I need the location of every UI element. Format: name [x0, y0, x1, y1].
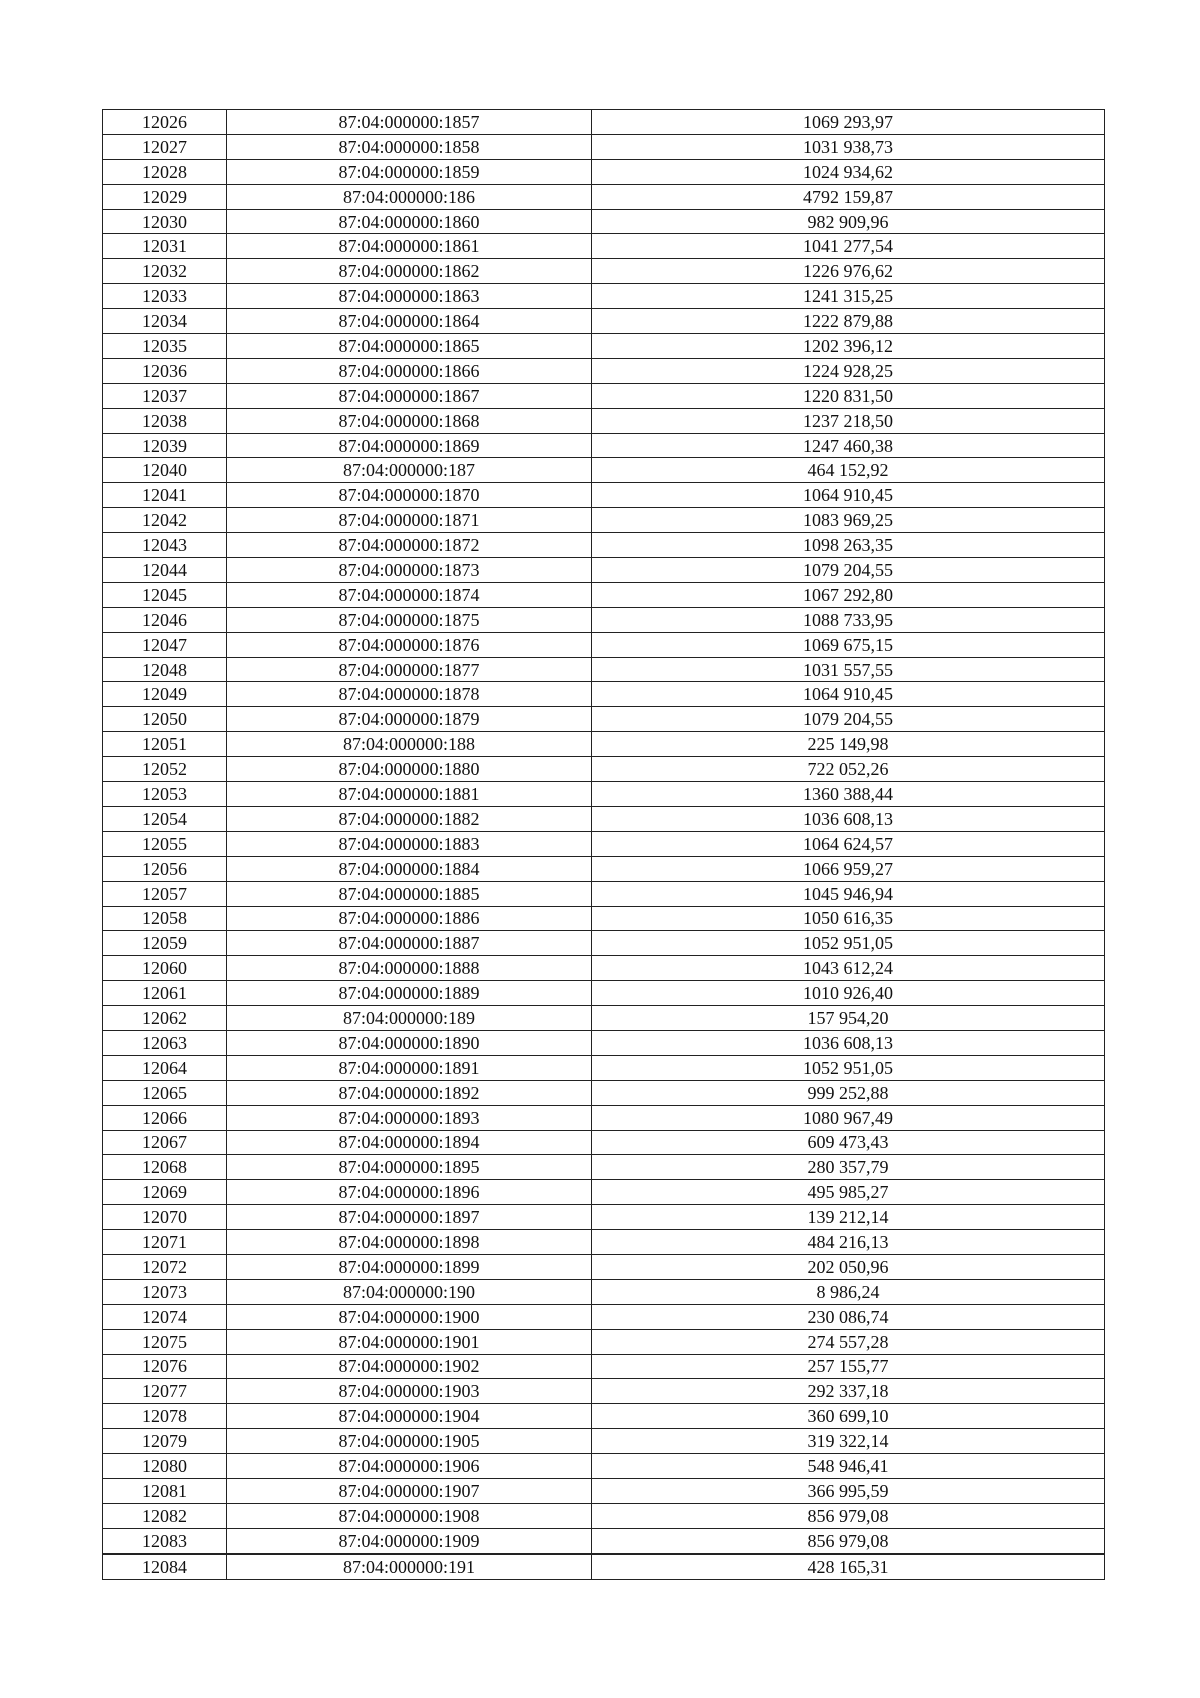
cadastral-number-cell: 87:04:000000:1865 — [227, 334, 592, 359]
row-number-cell: 12035 — [103, 334, 227, 359]
table-row — [103, 757, 1105, 782]
cadastral-value-cell: 1098 263,35 — [592, 533, 1105, 558]
table-row — [103, 1304, 1105, 1329]
cadastral-number-cell: 87:04:000000:1873 — [227, 558, 592, 583]
row-number-cell: 12051 — [103, 732, 227, 757]
table-row — [103, 358, 1105, 383]
table-row — [103, 134, 1105, 159]
cadastral-value-cell: 1360 388,44 — [592, 782, 1105, 807]
row-number-cell: 12031 — [103, 234, 227, 259]
cadastral-number-cell: 87:04:000000:1897 — [227, 1205, 592, 1230]
table-row — [103, 806, 1105, 831]
table-row — [103, 1554, 1105, 1579]
row-number-cell: 12059 — [103, 931, 227, 956]
cadastral-number-cell: 87:04:000000:1902 — [227, 1354, 592, 1379]
table-row — [103, 1230, 1105, 1255]
cadastral-number-cell: 87:04:000000:188 — [227, 732, 592, 757]
cadastral-value-cell: 280 357,79 — [592, 1155, 1105, 1180]
row-number-cell: 12048 — [103, 657, 227, 682]
row-number-cell: 12062 — [103, 1006, 227, 1031]
table-row — [103, 1155, 1105, 1180]
cadastral-number-cell: 87:04:000000:1858 — [227, 134, 592, 159]
table-row — [103, 582, 1105, 607]
cadastral-value-cell: 1088 733,95 — [592, 607, 1105, 632]
cadastral-number-cell: 87:04:000000:1863 — [227, 284, 592, 309]
cadastral-value-cell: 366 995,59 — [592, 1478, 1105, 1503]
cadastral-number-cell: 87:04:000000:1861 — [227, 234, 592, 259]
row-number-cell: 12037 — [103, 383, 227, 408]
cadastral-value-cell: 1064 624,57 — [592, 831, 1105, 856]
cadastral-number-cell: 87:04:000000:1859 — [227, 159, 592, 184]
row-number-cell: 12075 — [103, 1329, 227, 1354]
row-number-cell: 12033 — [103, 284, 227, 309]
row-number-cell: 12057 — [103, 881, 227, 906]
row-number-cell: 12079 — [103, 1429, 227, 1454]
table-row — [103, 1080, 1105, 1105]
cadastral-value-cell: 1079 204,55 — [592, 558, 1105, 583]
cadastral-number-cell: 87:04:000000:186 — [227, 184, 592, 209]
cadastral-value-cell: 1031 938,73 — [592, 134, 1105, 159]
row-number-cell: 12038 — [103, 408, 227, 433]
row-number-cell: 12039 — [103, 433, 227, 458]
cadastral-value-cell: 999 252,88 — [592, 1080, 1105, 1105]
row-number-cell: 12043 — [103, 533, 227, 558]
cadastral-number-cell: 87:04:000000:1896 — [227, 1180, 592, 1205]
table-row — [103, 1404, 1105, 1429]
cadastral-value-cell: 464 152,92 — [592, 458, 1105, 483]
cadastral-value-cell: 1031 557,55 — [592, 657, 1105, 682]
table-row — [103, 334, 1105, 359]
cadastral-value-cell: 360 699,10 — [592, 1404, 1105, 1429]
table-row — [103, 1205, 1105, 1230]
table-row — [103, 732, 1105, 757]
table-row — [103, 657, 1105, 682]
table-row — [103, 607, 1105, 632]
cadastral-value-cell: 1224 928,25 — [592, 358, 1105, 383]
cadastral-number-cell: 87:04:000000:1889 — [227, 981, 592, 1006]
row-number-cell: 12042 — [103, 508, 227, 533]
cadastral-number-cell: 87:04:000000:191 — [227, 1554, 592, 1579]
cadastral-value-cell: 1226 976,62 — [592, 259, 1105, 284]
cadastral-value-cell: 4792 159,87 — [592, 184, 1105, 209]
cadastral-number-cell: 87:04:000000:1894 — [227, 1130, 592, 1155]
cadastral-number-cell: 87:04:000000:1901 — [227, 1329, 592, 1354]
row-number-cell: 12026 — [103, 110, 227, 135]
cadastral-value-cell: 1241 315,25 — [592, 284, 1105, 309]
cadastral-value-table — [102, 109, 1105, 1580]
cadastral-value-cell: 1079 204,55 — [592, 707, 1105, 732]
cadastral-number-cell: 87:04:000000:1883 — [227, 831, 592, 856]
cadastral-value-cell: 1247 460,38 — [592, 433, 1105, 458]
table-row — [103, 1105, 1105, 1130]
row-number-cell: 12080 — [103, 1454, 227, 1479]
cadastral-value-cell: 1024 934,62 — [592, 159, 1105, 184]
table-row — [103, 1454, 1105, 1479]
cadastral-number-cell: 87:04:000000:1884 — [227, 856, 592, 881]
row-number-cell: 12067 — [103, 1130, 227, 1155]
cadastral-value-cell: 257 155,77 — [592, 1354, 1105, 1379]
table-row — [103, 309, 1105, 334]
cadastral-number-cell: 87:04:000000:1885 — [227, 881, 592, 906]
row-number-cell: 12040 — [103, 458, 227, 483]
cadastral-number-cell: 87:04:000000:1879 — [227, 707, 592, 732]
cadastral-value-cell: 1083 969,25 — [592, 508, 1105, 533]
table-row — [103, 259, 1105, 284]
cadastral-number-cell: 87:04:000000:1872 — [227, 533, 592, 558]
cadastral-value-cell: 1080 967,49 — [592, 1105, 1105, 1130]
row-number-cell: 12049 — [103, 682, 227, 707]
cadastral-number-cell: 87:04:000000:1900 — [227, 1304, 592, 1329]
row-number-cell: 12070 — [103, 1205, 227, 1230]
table-row — [103, 383, 1105, 408]
cadastral-number-cell: 87:04:000000:1876 — [227, 632, 592, 657]
table-row — [103, 1130, 1105, 1155]
cadastral-number-cell: 87:04:000000:1892 — [227, 1080, 592, 1105]
cadastral-value-cell: 1064 910,45 — [592, 483, 1105, 508]
cadastral-number-cell: 87:04:000000:1881 — [227, 782, 592, 807]
cadastral-value-cell: 1064 910,45 — [592, 682, 1105, 707]
cadastral-value-cell: 1052 951,05 — [592, 931, 1105, 956]
cadastral-value-cell: 202 050,96 — [592, 1254, 1105, 1279]
cadastral-value-cell: 319 322,14 — [592, 1429, 1105, 1454]
table-row — [103, 184, 1105, 209]
cadastral-number-cell: 87:04:000000:1864 — [227, 309, 592, 334]
row-number-cell: 12053 — [103, 782, 227, 807]
row-number-cell: 12072 — [103, 1254, 227, 1279]
table-row — [103, 981, 1105, 1006]
table-row — [103, 209, 1105, 234]
cadastral-number-cell: 87:04:000000:1887 — [227, 931, 592, 956]
table-row — [103, 1006, 1105, 1031]
cadastral-value-cell: 157 954,20 — [592, 1006, 1105, 1031]
row-number-cell: 12044 — [103, 558, 227, 583]
table-row — [103, 1354, 1105, 1379]
cadastral-value-cell: 1237 218,50 — [592, 408, 1105, 433]
row-number-cell: 12064 — [103, 1055, 227, 1080]
cadastral-number-cell: 87:04:000000:190 — [227, 1279, 592, 1304]
cadastral-value-cell: 1045 946,94 — [592, 881, 1105, 906]
row-number-cell: 12056 — [103, 856, 227, 881]
cadastral-number-cell: 87:04:000000:1867 — [227, 383, 592, 408]
cadastral-number-cell: 87:04:000000:1868 — [227, 408, 592, 433]
cadastral-value-cell: 1220 831,50 — [592, 383, 1105, 408]
cadastral-number-cell: 87:04:000000:189 — [227, 1006, 592, 1031]
table-row — [103, 408, 1105, 433]
table-row — [103, 906, 1105, 931]
cadastral-value-cell: 1052 951,05 — [592, 1055, 1105, 1080]
table-row — [103, 707, 1105, 732]
row-number-cell: 12061 — [103, 981, 227, 1006]
row-number-cell: 12054 — [103, 806, 227, 831]
table-body — [103, 110, 1105, 1580]
row-number-cell: 12073 — [103, 1279, 227, 1304]
table-row — [103, 483, 1105, 508]
row-number-cell: 12029 — [103, 184, 227, 209]
table-row — [103, 956, 1105, 981]
cadastral-value-cell: 274 557,28 — [592, 1329, 1105, 1354]
cadastral-value-cell: 1010 926,40 — [592, 981, 1105, 1006]
cadastral-number-cell: 87:04:000000:1909 — [227, 1528, 592, 1553]
row-number-cell: 12050 — [103, 707, 227, 732]
cadastral-value-cell: 982 909,96 — [592, 209, 1105, 234]
table-row — [103, 110, 1105, 135]
table-row — [103, 1503, 1105, 1528]
cadastral-value-cell: 1069 675,15 — [592, 632, 1105, 657]
table-row — [103, 458, 1105, 483]
table-row — [103, 881, 1105, 906]
row-number-cell: 12055 — [103, 831, 227, 856]
cadastral-number-cell: 87:04:000000:1899 — [227, 1254, 592, 1279]
row-number-cell: 12083 — [103, 1528, 227, 1553]
table-row — [103, 831, 1105, 856]
row-number-cell: 12069 — [103, 1180, 227, 1205]
cadastral-value-cell: 495 985,27 — [592, 1180, 1105, 1205]
cadastral-number-cell: 87:04:000000:1906 — [227, 1454, 592, 1479]
table-row — [103, 1030, 1105, 1055]
row-number-cell: 12063 — [103, 1030, 227, 1055]
row-number-cell: 12071 — [103, 1230, 227, 1255]
cadastral-value-cell: 609 473,43 — [592, 1130, 1105, 1155]
cadastral-value-cell: 484 216,13 — [592, 1230, 1105, 1255]
table-row — [103, 1478, 1105, 1503]
table-row — [103, 1254, 1105, 1279]
row-number-cell: 12065 — [103, 1080, 227, 1105]
cadastral-number-cell: 87:04:000000:1888 — [227, 956, 592, 981]
cadastral-value-cell: 1067 292,80 — [592, 582, 1105, 607]
cadastral-number-cell: 87:04:000000:1871 — [227, 508, 592, 533]
cadastral-value-cell: 1041 277,54 — [592, 234, 1105, 259]
cadastral-value-cell: 1050 616,35 — [592, 906, 1105, 931]
row-number-cell: 12036 — [103, 358, 227, 383]
row-number-cell: 12046 — [103, 607, 227, 632]
cadastral-number-cell: 87:04:000000:1907 — [227, 1478, 592, 1503]
cadastral-number-cell: 87:04:000000:1891 — [227, 1055, 592, 1080]
cadastral-number-cell: 87:04:000000:1866 — [227, 358, 592, 383]
row-number-cell: 12032 — [103, 259, 227, 284]
row-number-cell: 12060 — [103, 956, 227, 981]
cadastral-number-cell: 87:04:000000:1898 — [227, 1230, 592, 1255]
cadastral-value-cell: 856 979,08 — [592, 1528, 1105, 1553]
row-number-cell: 12076 — [103, 1354, 227, 1379]
cadastral-number-cell: 87:04:000000:1903 — [227, 1379, 592, 1404]
cadastral-number-cell: 87:04:000000:1904 — [227, 1404, 592, 1429]
table-row — [103, 682, 1105, 707]
table-row — [103, 1329, 1105, 1354]
table-row — [103, 1279, 1105, 1304]
cadastral-number-cell: 87:04:000000:1893 — [227, 1105, 592, 1130]
cadastral-value-cell: 1066 959,27 — [592, 856, 1105, 881]
row-number-cell: 12027 — [103, 134, 227, 159]
cadastral-value-cell: 1069 293,97 — [592, 110, 1105, 135]
cadastral-value-cell: 548 946,41 — [592, 1454, 1105, 1479]
row-number-cell: 12058 — [103, 906, 227, 931]
cadastral-value-cell: 230 086,74 — [592, 1304, 1105, 1329]
row-number-cell: 12030 — [103, 209, 227, 234]
row-number-cell: 12081 — [103, 1478, 227, 1503]
table-row — [103, 284, 1105, 309]
cadastral-value-cell: 8 986,24 — [592, 1279, 1105, 1304]
row-number-cell: 12041 — [103, 483, 227, 508]
cadastral-value-cell: 1202 396,12 — [592, 334, 1105, 359]
cadastral-number-cell: 87:04:000000:187 — [227, 458, 592, 483]
cadastral-value-cell: 1036 608,13 — [592, 1030, 1105, 1055]
cadastral-value-cell: 722 052,26 — [592, 757, 1105, 782]
row-number-cell: 12068 — [103, 1155, 227, 1180]
cadastral-number-cell: 87:04:000000:1905 — [227, 1429, 592, 1454]
row-number-cell: 12045 — [103, 582, 227, 607]
table-row — [103, 558, 1105, 583]
cadastral-number-cell: 87:04:000000:1857 — [227, 110, 592, 135]
table-row — [103, 508, 1105, 533]
cadastral-number-cell: 87:04:000000:1895 — [227, 1155, 592, 1180]
table-row — [103, 433, 1105, 458]
table-row — [103, 159, 1105, 184]
table-row — [103, 632, 1105, 657]
row-number-cell: 12074 — [103, 1304, 227, 1329]
row-number-cell: 12052 — [103, 757, 227, 782]
row-number-cell: 12028 — [103, 159, 227, 184]
row-number-cell: 12078 — [103, 1404, 227, 1429]
table-row — [103, 1379, 1105, 1404]
cadastral-number-cell: 87:04:000000:1878 — [227, 682, 592, 707]
cadastral-number-cell: 87:04:000000:1869 — [227, 433, 592, 458]
cadastral-number-cell: 87:04:000000:1862 — [227, 259, 592, 284]
cadastral-value-cell: 1043 612,24 — [592, 956, 1105, 981]
row-number-cell: 12077 — [103, 1379, 227, 1404]
cadastral-number-cell: 87:04:000000:1870 — [227, 483, 592, 508]
table-row — [103, 533, 1105, 558]
table-row — [103, 782, 1105, 807]
cadastral-number-cell: 87:04:000000:1877 — [227, 657, 592, 682]
row-number-cell: 12047 — [103, 632, 227, 657]
row-number-cell: 12066 — [103, 1105, 227, 1130]
cadastral-value-cell: 225 149,98 — [592, 732, 1105, 757]
table-row — [103, 1528, 1105, 1553]
table-row — [103, 234, 1105, 259]
cadastral-number-cell: 87:04:000000:1880 — [227, 757, 592, 782]
cadastral-number-cell: 87:04:000000:1875 — [227, 607, 592, 632]
cadastral-value-cell: 1036 608,13 — [592, 806, 1105, 831]
cadastral-number-cell: 87:04:000000:1882 — [227, 806, 592, 831]
table-row — [103, 1180, 1105, 1205]
table-row — [103, 931, 1105, 956]
cadastral-number-cell: 87:04:000000:1874 — [227, 582, 592, 607]
table-row — [103, 1429, 1105, 1454]
cadastral-value-cell: 292 337,18 — [592, 1379, 1105, 1404]
row-number-cell: 12034 — [103, 309, 227, 334]
row-number-cell: 12084 — [103, 1554, 227, 1579]
table-row — [103, 1055, 1105, 1080]
row-number-cell: 12082 — [103, 1503, 227, 1528]
cadastral-value-cell: 428 165,31 — [592, 1554, 1105, 1579]
cadastral-value-cell: 1222 879,88 — [592, 309, 1105, 334]
cadastral-number-cell: 87:04:000000:1908 — [227, 1503, 592, 1528]
cadastral-number-cell: 87:04:000000:1890 — [227, 1030, 592, 1055]
cadastral-value-cell: 856 979,08 — [592, 1503, 1105, 1528]
table-row — [103, 856, 1105, 881]
cadastral-number-cell: 87:04:000000:1860 — [227, 209, 592, 234]
cadastral-number-cell: 87:04:000000:1886 — [227, 906, 592, 931]
cadastral-value-cell: 139 212,14 — [592, 1205, 1105, 1230]
